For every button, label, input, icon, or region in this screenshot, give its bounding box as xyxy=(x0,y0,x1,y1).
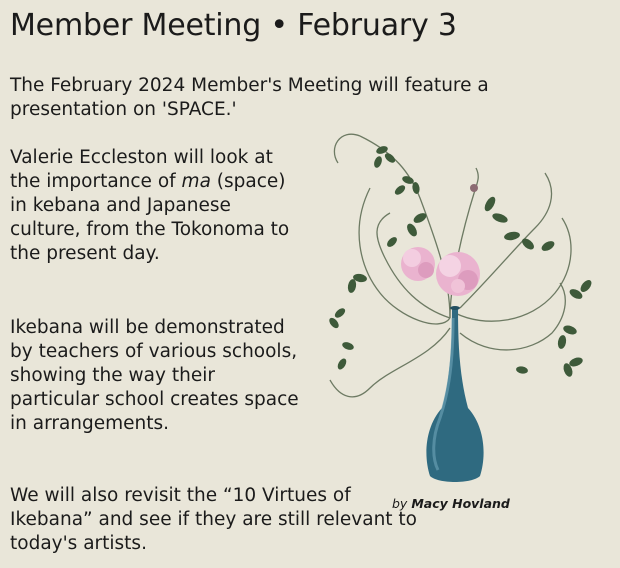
intro-paragraph: The February 2024 Member's Meeting will feature a presentation on 'SPACE.' xyxy=(10,75,489,120)
blue-vase xyxy=(426,306,483,482)
credit-by: by xyxy=(392,496,408,511)
ma-term: ma xyxy=(181,171,211,192)
photo-credit xyxy=(392,496,510,511)
peony-flowers xyxy=(401,184,480,296)
valerie-paragraph xyxy=(10,146,300,266)
valerie-text-end: (space) in kebana and Japanese culture, from the Tokonoma to the present day. xyxy=(10,171,290,264)
ikebana-paragraph: Ikebana will be demonstrated by teachers of various schools, showing the way their particular school creates space in arrangements. xyxy=(10,317,299,434)
page-title: Member Meeting • February 3 xyxy=(10,8,457,43)
credit-artist: Macy Hovland xyxy=(411,496,510,511)
ikebana-arrangement-image xyxy=(300,118,600,490)
virtues-paragraph: We will also revisit the “10 Virtues of Ikebana” and see if they are still relevant to today's artists. xyxy=(10,485,417,554)
valerie-text-start: Valerie Eccleston will look at the importance of xyxy=(10,147,273,192)
